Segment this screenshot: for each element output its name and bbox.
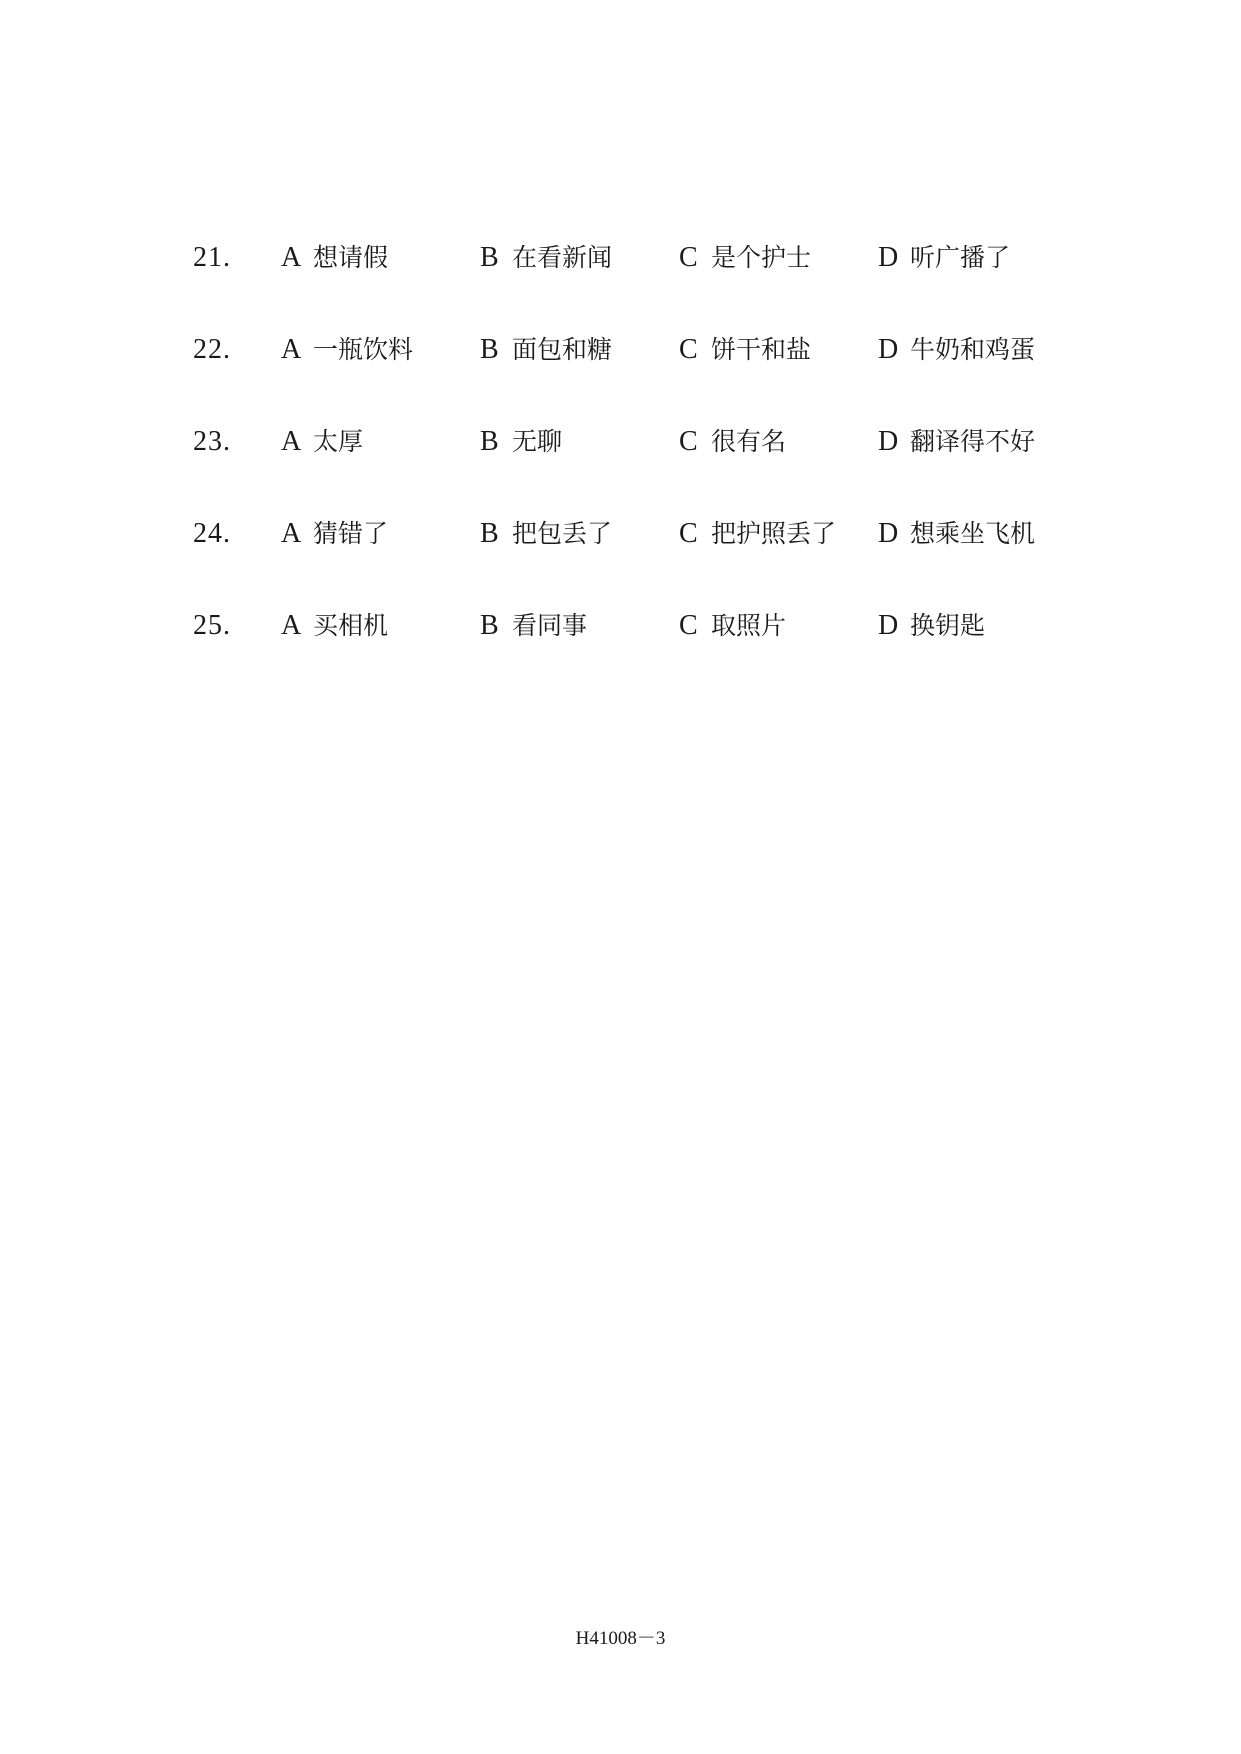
option-letter: C bbox=[679, 334, 698, 365]
option-a bbox=[281, 330, 413, 370]
option-letter: A bbox=[281, 426, 302, 457]
option-text: 听广播了 bbox=[910, 243, 1011, 272]
option-b bbox=[480, 238, 612, 278]
option-letter: D bbox=[878, 334, 899, 365]
option-d bbox=[878, 422, 1035, 462]
option-text: 面包和糖 bbox=[512, 335, 613, 364]
option-text: 无聊 bbox=[512, 427, 563, 456]
option-letter: D bbox=[878, 242, 899, 273]
option-text: 一瓶饮料 bbox=[313, 335, 414, 364]
option-a bbox=[281, 514, 388, 554]
option-text: 很有名 bbox=[711, 427, 787, 456]
question-number: 22. bbox=[193, 334, 231, 365]
option-letter: D bbox=[878, 426, 899, 457]
option-letter: D bbox=[878, 518, 899, 549]
option-c bbox=[679, 238, 811, 278]
question-24 bbox=[193, 514, 1093, 606]
option-c bbox=[679, 514, 836, 554]
option-c bbox=[679, 606, 786, 646]
option-text: 想请假 bbox=[313, 243, 389, 272]
option-text: 翻译得不好 bbox=[910, 427, 1036, 456]
option-letter: B bbox=[480, 426, 499, 457]
question-number: 24. bbox=[193, 518, 231, 549]
option-text: 在看新闻 bbox=[512, 243, 613, 272]
question-23 bbox=[193, 422, 1093, 514]
option-b bbox=[480, 606, 587, 646]
option-a bbox=[281, 606, 388, 646]
option-letter: C bbox=[679, 242, 698, 273]
question-number: 21. bbox=[193, 242, 231, 273]
question-number: 23. bbox=[193, 426, 231, 457]
option-c bbox=[679, 422, 786, 462]
option-a bbox=[281, 238, 388, 278]
option-c bbox=[679, 330, 811, 370]
option-d bbox=[878, 514, 1035, 554]
page-code: H41008－3 bbox=[575, 1628, 666, 1649]
page-footer bbox=[0, 1627, 1241, 1651]
option-text: 取照片 bbox=[711, 611, 787, 640]
option-letter: C bbox=[679, 518, 698, 549]
option-text: 想乘坐飞机 bbox=[910, 519, 1036, 548]
question-22 bbox=[193, 330, 1093, 422]
question-number: 25. bbox=[193, 610, 231, 641]
option-text: 看同事 bbox=[512, 611, 588, 640]
option-letter: A bbox=[281, 242, 302, 273]
option-text: 把护照丢了 bbox=[711, 519, 837, 548]
option-text: 猜错了 bbox=[313, 519, 389, 548]
option-text: 饼干和盐 bbox=[711, 335, 812, 364]
question-25 bbox=[193, 606, 1093, 698]
option-letter: B bbox=[480, 518, 499, 549]
question-21 bbox=[193, 238, 1093, 330]
option-letter: B bbox=[480, 610, 499, 641]
option-letter: A bbox=[281, 518, 302, 549]
option-letter: B bbox=[480, 334, 499, 365]
option-a bbox=[281, 422, 363, 462]
option-d bbox=[878, 330, 1035, 370]
option-d bbox=[878, 238, 1010, 278]
option-letter: A bbox=[281, 610, 302, 641]
option-d bbox=[878, 606, 985, 646]
option-text: 牛奶和鸡蛋 bbox=[910, 335, 1036, 364]
option-b bbox=[480, 422, 562, 462]
option-text: 买相机 bbox=[313, 611, 389, 640]
option-text: 太厚 bbox=[313, 427, 364, 456]
option-text: 把包丢了 bbox=[512, 519, 613, 548]
option-letter: C bbox=[679, 610, 698, 641]
option-b bbox=[480, 330, 612, 370]
option-text: 是个护士 bbox=[711, 243, 812, 272]
question-list bbox=[193, 238, 1093, 698]
option-letter: B bbox=[480, 242, 499, 273]
option-text: 换钥匙 bbox=[910, 611, 986, 640]
option-letter: A bbox=[281, 334, 302, 365]
option-letter: D bbox=[878, 610, 899, 641]
option-letter: C bbox=[679, 426, 698, 457]
option-b bbox=[480, 514, 612, 554]
